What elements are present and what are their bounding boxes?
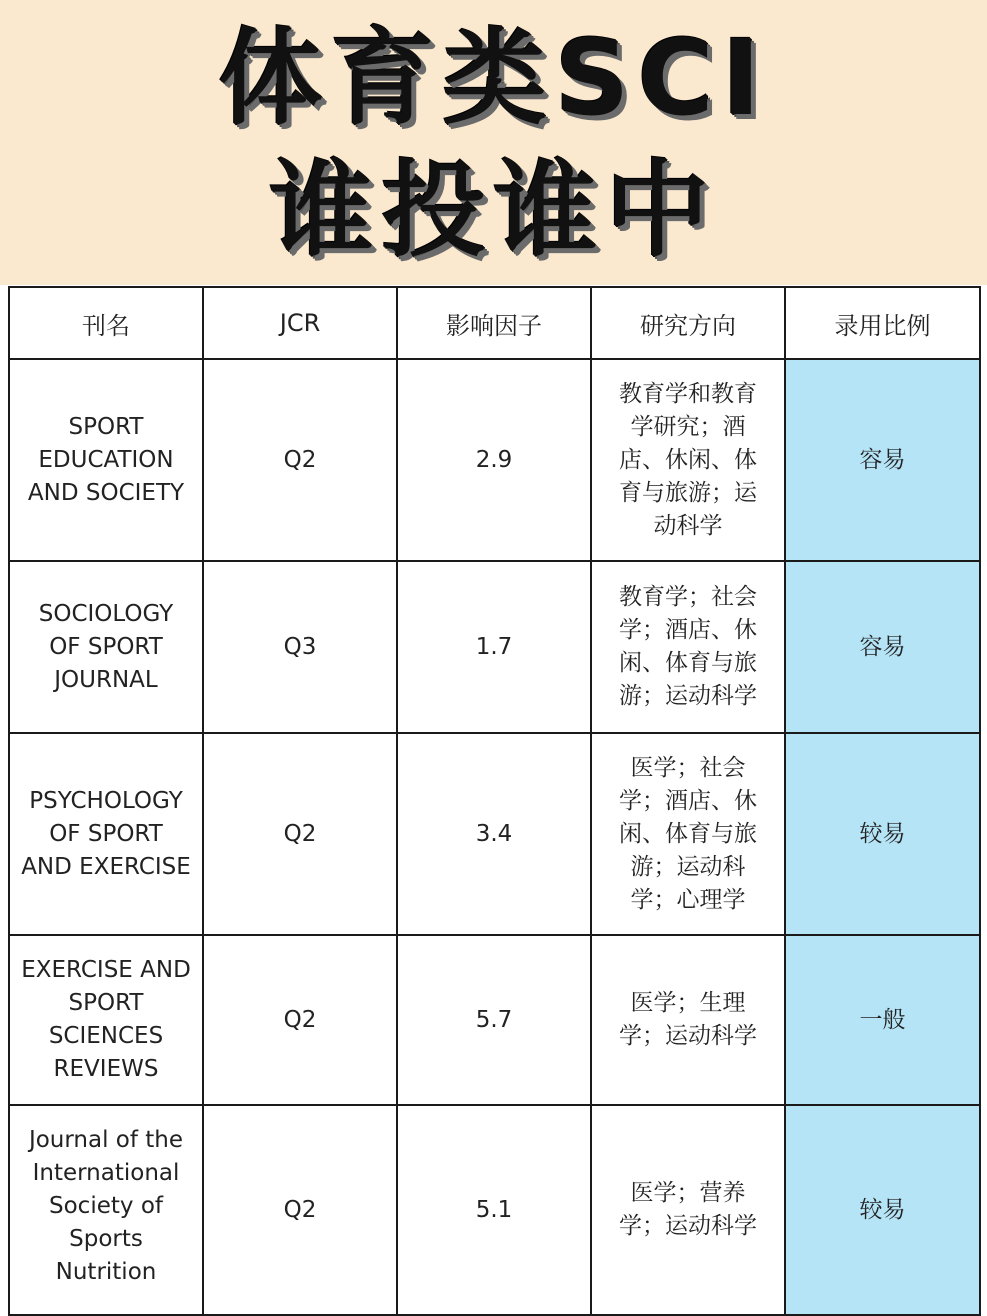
jcr-cell: Q2 xyxy=(203,1105,397,1315)
research-field-cell xyxy=(591,1105,785,1315)
table-row xyxy=(9,1105,980,1315)
journal-name-line: SPORT xyxy=(68,413,144,440)
header-research-field: 研究方向 xyxy=(591,287,785,359)
research-field-line: 教育学和教育 xyxy=(619,380,757,407)
research-field-cell xyxy=(591,935,785,1105)
impact-factor-cell: 5.7 xyxy=(397,935,591,1105)
journal-name-line: Nutrition xyxy=(55,1259,157,1285)
journal-name-line: SPORT xyxy=(68,990,144,1016)
header-journal-name: 刊名 xyxy=(9,287,203,359)
journal-name-line: EXERCISE AND xyxy=(21,957,191,983)
journal-name-line: REVIEWS xyxy=(53,1056,159,1082)
research-field-cell xyxy=(591,733,785,935)
title-line-2: 谁投谁中 xyxy=(269,149,718,271)
title-banner xyxy=(0,0,987,285)
jcr-cell: Q2 xyxy=(203,733,397,935)
impact-factor-cell: 5.1 xyxy=(397,1105,591,1315)
table-row xyxy=(9,733,980,935)
research-field-line: 动科学 xyxy=(653,512,723,539)
journal-name-line: AND SOCIETY xyxy=(27,479,185,506)
acceptance-rate-cell: 较易 xyxy=(785,1105,980,1315)
impact-factor-cell: 3.4 xyxy=(397,733,591,935)
journal-name-line: JOURNAL xyxy=(54,666,158,693)
research-field-line: 医学；社会 xyxy=(630,754,746,781)
research-field-line: 学；心理学 xyxy=(630,886,746,913)
journal-name-line: OF SPORT xyxy=(49,633,163,660)
research-field-line: 育与旅游；运 xyxy=(619,479,757,506)
impact-factor-cell: 2.9 xyxy=(397,359,591,561)
table-row xyxy=(9,935,980,1105)
journal-name-cell xyxy=(9,359,203,561)
research-field-line: 学研究；酒 xyxy=(630,413,746,440)
impact-factor-cell: 1.7 xyxy=(397,561,591,733)
title-line-1: 体育类SCI xyxy=(218,17,769,139)
header-impact-factor: 影响因子 xyxy=(397,287,591,359)
research-field-cell xyxy=(591,561,785,733)
journal-name-line: Sports xyxy=(69,1226,143,1252)
table-row xyxy=(9,561,980,733)
journal-name-cell xyxy=(9,935,203,1105)
research-field-line: 医学；生理 xyxy=(630,990,746,1016)
header-acceptance-rate: 录用比例 xyxy=(785,287,980,359)
jcr-cell: Q2 xyxy=(203,935,397,1105)
research-field-line: 闲、体育与旅 xyxy=(619,820,757,847)
journal-name-line: SCIENCES xyxy=(48,1023,164,1049)
research-field-line: 闲、体育与旅 xyxy=(619,650,757,676)
table-row xyxy=(9,359,980,561)
journal-name-line: SOCIOLOGY xyxy=(38,600,174,627)
acceptance-rate-cell: 容易 xyxy=(785,359,980,561)
acceptance-rate-cell: 一般 xyxy=(785,935,980,1105)
research-field-line: 医学；营养 xyxy=(630,1180,746,1206)
journal-name-cell xyxy=(9,561,203,733)
research-field-line: 游；运动科 xyxy=(630,853,746,880)
research-field-line: 学；运动科学 xyxy=(619,1023,757,1049)
research-field-line: 学；酒店、休 xyxy=(619,787,757,814)
acceptance-rate-cell: 容易 xyxy=(785,561,980,733)
journal-name-line: EDUCATION xyxy=(38,446,174,473)
research-field-line: 游；运动科学 xyxy=(619,683,757,709)
research-field-line: 学；酒店、休 xyxy=(619,617,757,643)
journal-name-line: Journal of the xyxy=(28,1127,184,1153)
jcr-cell: Q2 xyxy=(203,359,397,561)
research-field-cell xyxy=(591,359,785,561)
journal-table xyxy=(8,286,981,1316)
table-header-row xyxy=(9,287,980,359)
jcr-cell: Q3 xyxy=(203,561,397,733)
journal-name-line: Society of xyxy=(49,1193,163,1219)
journal-name-line: AND EXERCISE xyxy=(21,853,191,880)
journal-name-cell xyxy=(9,1105,203,1315)
journal-name-cell xyxy=(9,733,203,935)
journal-name-line: PSYCHOLOGY xyxy=(29,787,183,814)
header-jcr: JCR xyxy=(203,287,397,359)
acceptance-rate-cell: 较易 xyxy=(785,733,980,935)
journal-name-line: OF SPORT xyxy=(49,820,163,847)
journal-name-line: International xyxy=(32,1160,180,1186)
research-field-line: 店、休闲、体 xyxy=(619,446,757,473)
research-field-line: 学；运动科学 xyxy=(619,1213,757,1239)
research-field-line: 教育学；社会 xyxy=(619,584,757,610)
